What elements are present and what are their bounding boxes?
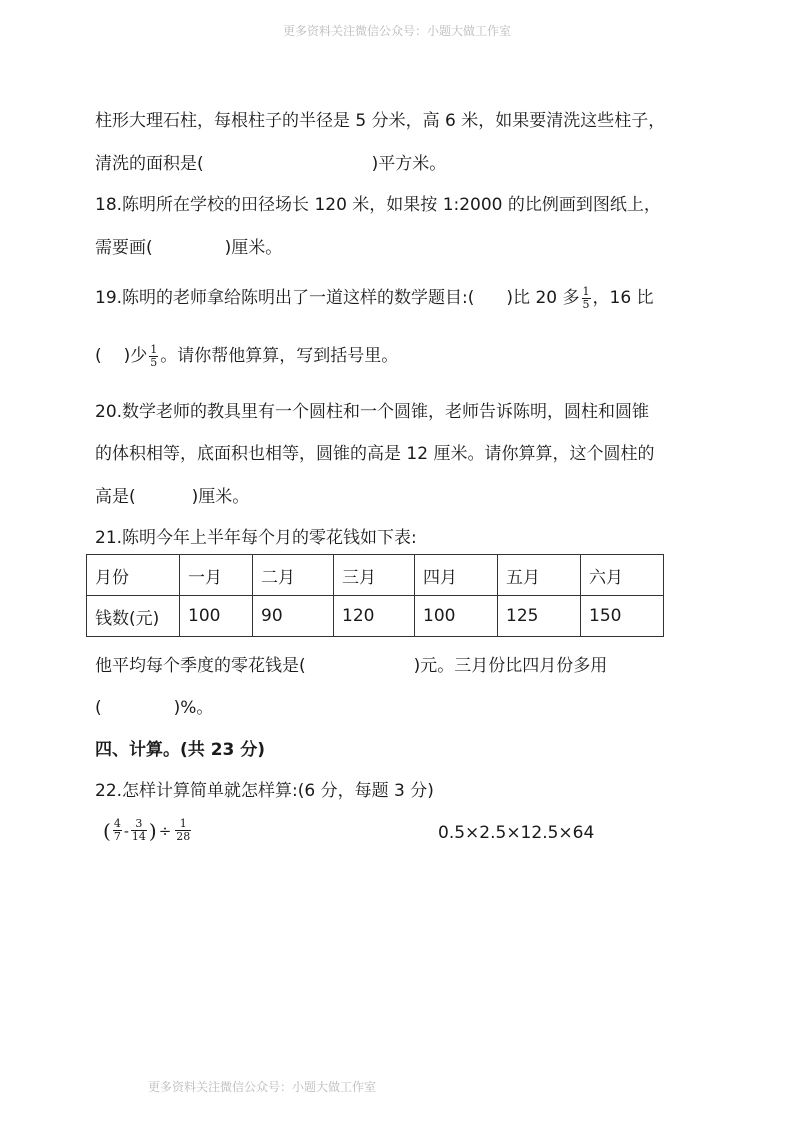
table-cell: 100 [180, 596, 253, 637]
fraction-one-fifth: $\frac{1}{5}$ [150, 342, 158, 369]
table-cell: 二月 [253, 555, 334, 596]
allowance-table [86, 554, 664, 637]
q20-line2: 的体积相等，底面积也相等，圆锥的高是 12 厘米。请你算算，这个圆柱的 [95, 444, 655, 464]
q22-intro: 22.怎样计算简单就怎样算:(6 分，每题 3 分) [95, 781, 434, 801]
q19-line1: 19.陈明的老师拿给陈明出了一道这样的数学题目:( )比 20 多 $\frac{1}{5}$ ，16 比 [95, 284, 654, 311]
table-cell: 125 [498, 596, 581, 637]
expression-fraction: ( $\frac{4}{7}$ - $\frac{3}{14}$ ) ÷ $\frac{1}{28}$ [103, 817, 191, 843]
section-heading: 四、计算。(共 23 分) [95, 740, 266, 760]
table-cell: 120 [334, 596, 415, 637]
page-footer-watermark: 更多资料关注微信公众号：小题大做工作室 [148, 1080, 377, 1094]
table-cell: 四月 [415, 555, 498, 596]
answer-blank-open: ( [197, 154, 204, 174]
table-cell: 六月 [581, 555, 664, 596]
page-header-watermark: 更多资料关注微信公众号：小题大做工作室 [282, 24, 511, 38]
q17-line1: 柱形大理石柱，每根柱子的半径是 5 分米，高 6 米，如果要清洗这些柱子， [95, 111, 666, 131]
q20-line1: 20.数学老师的教具里有一个圆柱和一个圆锥，老师告诉陈明，圆柱和圆锥 [95, 402, 650, 422]
q17-line2: 清洗的面积是( )平方米。 [95, 154, 447, 174]
q18-line1: 18.陈明所在学校的田径场长 120 米，如果按 1:2000 的比例画到图纸上， [95, 195, 661, 215]
fraction-one-fifth: $\frac{1}{5}$ [582, 284, 590, 311]
table-cell: 一月 [180, 555, 253, 596]
table-cell: 五月 [498, 555, 581, 596]
q21-line1: 他平均每个季度的零花钱是( )元。三月份比四月份多用 [95, 656, 608, 676]
table-cell: 三月 [334, 555, 415, 596]
expression-decimal: 0.5×2.5×12.5×64 [438, 823, 595, 843]
q21-line2: ( )%。 [95, 698, 214, 718]
table-cell: 100 [415, 596, 498, 637]
table-cell: 月份 [87, 555, 180, 596]
q21-intro: 21.陈明今年上半年每个月的零花钱如下表: [95, 528, 417, 548]
table-cell: 150 [581, 596, 664, 637]
q19-line2: ( )少 $\frac{1}{5}$ 。请你帮他算算，写到括号里。 [95, 342, 399, 369]
table-row [87, 555, 664, 596]
table-cell: 钱数(元) [87, 596, 180, 637]
q18-line2: 需要画( )厘米。 [95, 238, 283, 258]
table-row [87, 596, 664, 637]
table-cell: 90 [253, 596, 334, 637]
q20-line3: 高是( )厘米。 [95, 487, 250, 507]
